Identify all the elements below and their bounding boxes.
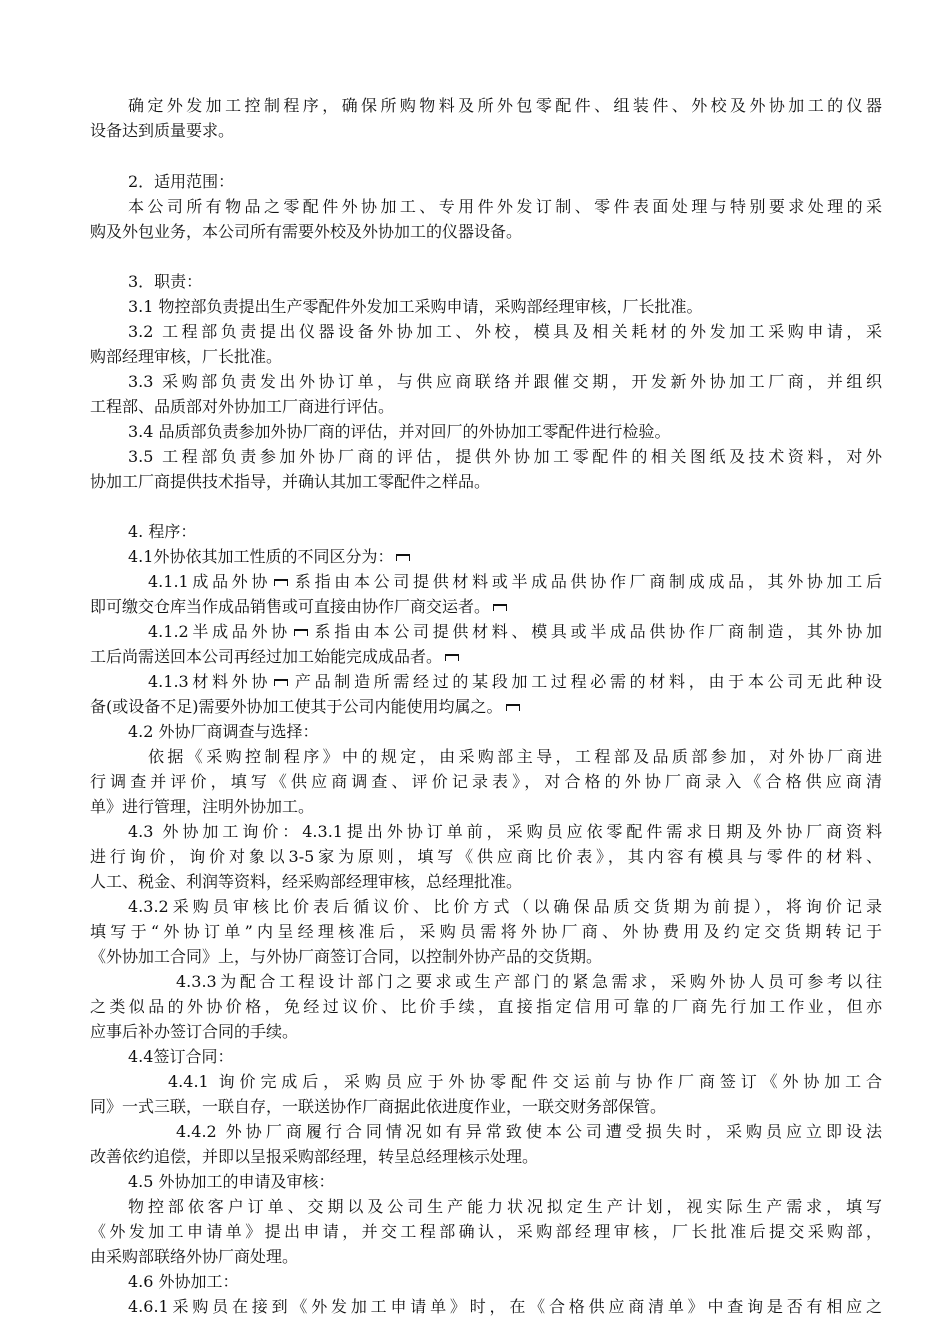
paragraph-line: 工程部、品质部对外协加工厂商进行评估。 — [90, 397, 395, 416]
section-heading: 4. 程序： — [128, 522, 197, 541]
paragraph-line: 改善依约追偿，并即以呈报采购部经理，转呈总经理核示处理。 — [90, 1147, 539, 1166]
paragraph-line: 即可缴交仓库当作成品销售或可直接由协作厂商交运者。 — [90, 597, 882, 619]
paragraph-line: 依据《采购控制程序》中的规定，由采购部主导，工程部及品质部参加，对外协厂商进 — [148, 747, 882, 766]
paragraph-line: 填写于“外协订单”内呈经理核准后，采购员需将外协厂商、外协费用及约定交货期转记于 — [90, 922, 882, 941]
paragraph-line: 4.3.2采购员审核比价表后循议价、比价方式（以确保品质交货期为前提），将询价记录 — [128, 897, 882, 916]
paragraph-line: 4.4.1 询价完成后，采购员应于外协零配件交运前与协作厂商签订《外协加工合 — [168, 1072, 882, 1091]
paragraph-line: 人工、税金、利润等资料，经采购部经理审核，总经理批准。 — [90, 872, 523, 891]
paragraph-line: 进行询价，询价对象以3-5家为原则，填写《供应商比价表》，其内容有模具与零件的材料、 — [90, 847, 882, 866]
section-heading: 4.5 外协加工的申请及审核： — [128, 1172, 335, 1191]
paragraph-line: 单》进行管理，注明外协加工。 — [90, 797, 315, 816]
paragraph-line: 行调查并评价，填写《供应商调查、评价记录表》，对合格的外协厂商录入《合格供应商清 — [90, 772, 882, 791]
paragraph-line: 3.3 采购部负责发出外协订单，与供应商联络并跟催交期，开发新外协加工厂商，并组织 — [128, 372, 882, 391]
paragraph-line: 3.2 工程部负责提出仪器设备外协加工、外校，模具及相关耗材的外发加工采购申请，采 — [128, 322, 882, 341]
paragraph-line: 4.1外协依其加工性质的不同区分为： — [128, 547, 920, 569]
paragraph-line: 工后尚需送回本公司再经过加工始能完成成品者。 — [90, 647, 882, 669]
paragraph-line: 《外发加工申请单》提出申请，并交工程部确认，采购部经理审核，厂长批准后提交采购部， — [90, 1222, 882, 1241]
paragraph-mark-icon — [506, 704, 520, 711]
paragraph-line: 购部经理审核，厂长批准。 — [90, 347, 283, 366]
paragraph-line: 4.6.1采购员在接到《外发加工申请单》时，在《合格供应商清单》中查询是否有相应之 — [128, 1297, 882, 1316]
paragraph-line: 协加工厂商提供技术指导，并确认其加工零配件之样品。 — [90, 472, 491, 491]
paragraph-mark-icon — [396, 554, 410, 561]
paragraph-line: 应事后补办签订合同的手续。 — [90, 1022, 299, 1041]
paragraph-line: 4.1.1成品外协 系指由本公司提供材料或半成品供协作厂商制成成品，其外协加工后 — [148, 572, 882, 591]
section-heading: 2．适用范围： — [128, 172, 235, 191]
section-heading: 4.6 外协加工： — [128, 1272, 239, 1291]
paragraph-line: 3.1 物控部负责提出生产零配件外发加工采购申请，采购部经理审核，厂长批准。 — [128, 297, 703, 316]
section-heading: 4.2 外协厂商调查与选择： — [128, 722, 319, 741]
paragraph-mark-icon — [445, 654, 459, 661]
paragraph-line: 同》一式三联，一联自存，一联送协作厂商据此依进度作业，一联交财务部保管。 — [90, 1097, 667, 1116]
paragraph-line: 本公司所有物品之零配件外协加工、专用件外发订制、零件表面处理与特别要求处理的采 — [128, 197, 882, 216]
paragraph-mark-icon — [493, 604, 507, 611]
section-heading: 4.4签订合同： — [128, 1047, 234, 1066]
paragraph-line: 3.4 品质部负责参加外协厂商的评估，并对回厂的外协加工零配件进行检验。 — [128, 422, 671, 441]
paragraph-line: 设备达到质量要求。 — [90, 121, 235, 140]
paragraph-mark-icon — [274, 679, 288, 686]
paragraph-line: 由采购部联络外协厂商处理。 — [90, 1247, 299, 1266]
paragraph-mark-icon — [294, 629, 308, 636]
paragraph-line: 4.1.2半成品外协 系指由本公司提供材料、模具或半成品供协作厂商制造，其外协加 — [148, 622, 882, 641]
paragraph-line: 购及外包业务，本公司所有需要外校及外协加工的仪器设备。 — [90, 222, 523, 241]
paragraph-line: 确定外发加工控制程序，确保所购物料及所外包零配件、组装件、外校及外协加工的仪器 — [128, 96, 882, 115]
paragraph-line: 4.3.3为配合工程设计部门之要求或生产部门的紧急需求，采购外协人员可参考以往 — [176, 972, 882, 991]
paragraph-line: 4.3 外协加工询价：4.3.1提出外协订单前，采购员应依零配件需求日期及外协厂商资料 — [128, 822, 882, 841]
paragraph-line: 物控部依客户订单、交期以及公司生产能力状况拟定生产计划，视实际生产需求，填写 — [128, 1197, 882, 1216]
paragraph-line: 备(或设备不足)需要外协加工使其于公司内能使用均属之。 — [90, 697, 882, 719]
paragraph-line: 4.4.2 外协厂商履行合同情况如有异常致使本公司遭受损失时，采购员应立即设法 — [176, 1122, 882, 1141]
paragraph-line: 3.5 工程部负责参加外协厂商的评估，提供外协加工零配件的相关图纸及技术资料，对外 — [128, 447, 882, 466]
paragraph-mark-icon — [274, 579, 288, 586]
section-heading: 3．职责： — [128, 272, 203, 291]
paragraph-line: 之类似品的外协价格，免经过议价、比价手续，直接指定信用可靠的厂商先行加工作业，但亦 — [90, 997, 882, 1016]
paragraph-line: 《外协加工合同》上，与外协厂商签订合同，以控制外协产品的交货期。 — [90, 947, 603, 966]
paragraph-line: 4.1.3材料外协 产品制造所需经过的某段加工过程必需的材料，由于本公司无此种设 — [148, 672, 882, 691]
